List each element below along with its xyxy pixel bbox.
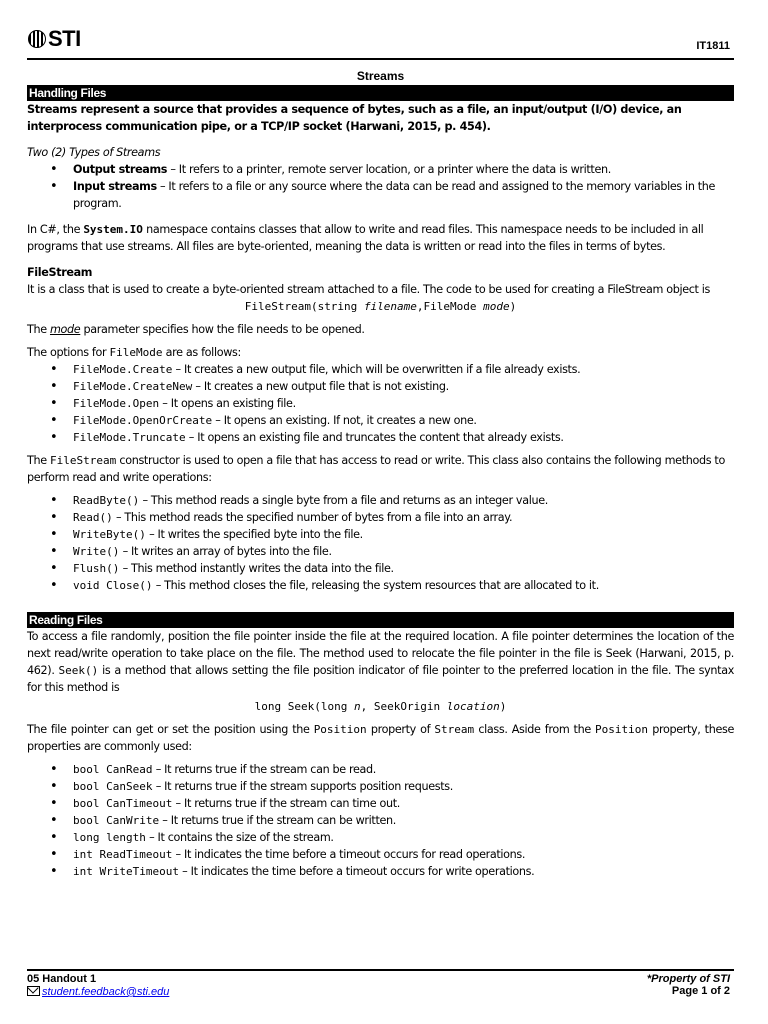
list-item: • WriteByte() – It writes the specified byte into the file. <box>73 526 734 543</box>
footer-email <box>27 986 169 998</box>
mode-paragraph: The mode parameter specifies how the file needs to be opened. <box>27 323 365 336</box>
list-item: • bool CanRead – It returns true if the stream can be read. <box>73 761 734 778</box>
logo-text: STI <box>48 26 81 51</box>
email-link[interactable]: student.feedback@sti.edu <box>42 986 170 998</box>
envelope-icon <box>27 986 40 996</box>
list-item: • bool CanSeek – It returns true if the stream supports position requests. <box>73 778 734 795</box>
stream-types-list <box>27 161 734 212</box>
section-heading-reading-files: Reading Files <box>27 612 734 628</box>
sti-logo <box>28 26 81 52</box>
filestream-syntax: FileStream(string filename,FileMode mode) <box>244 300 517 313</box>
list-item: • Flush() – This method instantly writes the data into the file. <box>73 560 734 577</box>
list-item: • FileMode.Open – It opens an existing file. <box>73 395 734 412</box>
handout-label: 05 Handout 1 <box>27 973 97 985</box>
globe-icon <box>28 30 46 48</box>
section-heading-handling-files: Handling Files <box>27 85 734 101</box>
list-item: • FileMode.Truncate – It opens an existing file and truncates the content that already exists. <box>73 429 734 446</box>
filestream-methods-list <box>27 492 734 594</box>
seek-paragraph: To access a file randomly, position the file pointer inside the file at the required location. A file pointer determines the location of the next read/write operation to take place on the file. The method used to relocate the file pointer in the file is Seek (Harwani, 2015, p. 462). Seek() is a method that allows setting the file position indicator of file pointer to the preferred location in the file. The syntax for this method is <box>27 630 734 694</box>
list-item: • ReadByte() – This method reads a single byte from a file and returns as an integer value. <box>73 492 734 509</box>
list-item: • FileMode.Create – It creates a new output file, which will be overwritten if a file already exists. <box>73 361 734 378</box>
property-label: *Property of STI <box>646 973 730 985</box>
list-item: • Input streams – It refers to a file or any source where the data can be read and assigned to the memory variables in the program. <box>73 178 734 212</box>
stream-properties-list <box>27 761 734 880</box>
stream-types-heading: Two (2) Types of Streams <box>27 146 161 159</box>
footer-right <box>647 973 730 997</box>
list-item: • Read() – This method reads the specified number of bytes from a file into an array. <box>73 509 734 526</box>
document-body <box>27 85 734 880</box>
intro-paragraph: Streams represent a source that provides a sequence of bytes, such as a file, an input/output (I/O) device, an interprocess communication pipe, or a TCP/IP socket (Harwani, 2015, p. 454). <box>27 103 682 133</box>
footer-rule <box>27 969 734 971</box>
seek-syntax: long Seek(long n, SeekOrigin location) <box>254 700 507 713</box>
course-code: IT1811 <box>696 40 730 52</box>
list-item: • Output streams – It refers to a printer, remote server location, or a printer where the data is written. <box>73 161 734 178</box>
list-item: • FileMode.CreateNew – It creates a new output file that is not existing. <box>73 378 734 395</box>
list-item: • bool CanTimeout – It returns true if the stream can time out. <box>73 795 734 812</box>
list-item: • int ReadTimeout – It indicates the time before a timeout occurs for read operations. <box>73 846 734 863</box>
page-title: Streams <box>356 69 405 83</box>
list-item: • int WriteTimeout – It indicates the time before a timeout occurs for write operations. <box>73 863 734 880</box>
filemode-options-intro: The options for FileMode are as follows: <box>27 346 241 359</box>
list-item: • long length – It contains the size of the stream. <box>73 829 734 846</box>
namespace-paragraph: In C#, the System.IO namespace contains classes that allow to write and read files. This namespace needs to be included in all programs that use streams. All files are byte-oriented, meaning the data is written or read into the files in terms of bytes. <box>27 223 704 253</box>
position-paragraph: The file pointer can get or set the position using the Position property of Stream class. Aside from the Position property, these properties are commonly used: <box>27 723 735 753</box>
header-rule <box>27 58 734 60</box>
list-item: • bool CanWrite – It returns true if the stream can be written. <box>73 812 734 829</box>
filemode-options-list <box>27 361 734 446</box>
page-number: Page 1 of 2 <box>671 985 730 997</box>
filestream-heading: FileStream <box>27 266 93 279</box>
constructor-paragraph: The FileStream constructor is used to open a file that has access to read or write. This class also contains the following methods to perform read and write operations: <box>27 454 725 484</box>
list-item: • void Close() – This method closes the file, releasing the system resources that are allocated to it. <box>73 577 734 594</box>
list-item: • Write() – It writes an array of bytes into the file. <box>73 543 734 560</box>
list-item: • FileMode.OpenOrCreate – It opens an existing. If not, it creates a new one. <box>73 412 734 429</box>
filestream-description: It is a class that is used to create a byte-oriented stream attached to a file. The code to be used for creating a FileStream object is <box>27 283 711 296</box>
